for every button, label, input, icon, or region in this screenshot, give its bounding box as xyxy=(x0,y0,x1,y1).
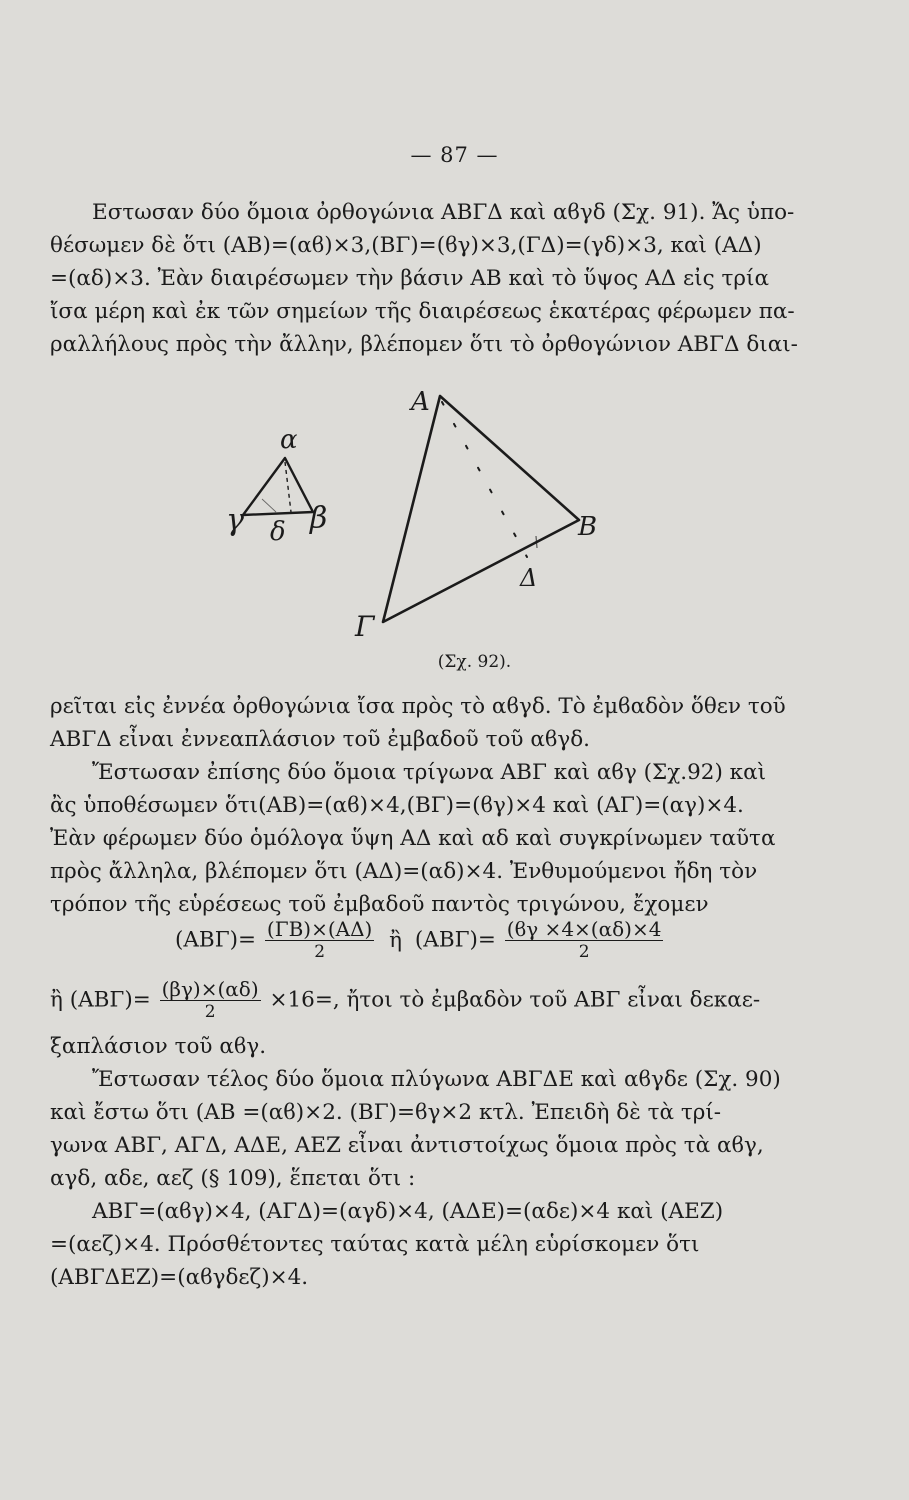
text-line: ΑΒΓ=(αϐγ)×4, (ΑΓΔ)=(αγδ)×4, (ΑΔΕ)=(αδε)×4 καὶ (ΑΕΖ) xyxy=(92,1199,724,1224)
figure-caption: (Σχ. 92). xyxy=(437,652,512,672)
text-line: =(αδ)×3. Ἐὰν διαιρέσωμεν τὴν βάσιν ΑΒ καὶ τὸ ὕψος ΑΔ εἰς τρία xyxy=(50,266,769,291)
text-line: ἴσα μέρη καὶ ἐκ τῶν σημείων τῆς διαιρέσεως ἑκατέρας φέρωμεν πα- xyxy=(50,299,795,324)
small-triangle xyxy=(226,425,327,547)
numerator: (βγ)×(αδ) xyxy=(161,977,259,1001)
formula-lhs: (ΑΒΓ)= xyxy=(175,927,257,953)
label-small-gamma: γ xyxy=(226,503,244,538)
text-line: τρόπον τῆς εὑρέσεως τοῦ ἐμβαδοῦ παντὸς τριγώνου, ἔχομεν xyxy=(50,892,709,917)
denominator: 2 xyxy=(204,1002,216,1022)
text-line: ΑΒΓΔ εἶναι ἐννεαπλάσιον τοῦ ἐμβαδοῦ τοῦ αϐγδ. xyxy=(50,727,590,752)
text-line: γωνα ΑΒΓ, ΑΓΔ, ΑΔΕ, ΑΕΖ εἶναι ἀντιστοίχως ὅμοια πρὸς τὰ αϐγ, xyxy=(50,1133,764,1158)
text-line: Ἔστωσαν τέλος δύο ὅμοια πλύγωνα ΑΒΓΔΕ καὶ αϐγδε (Σχ. 90) xyxy=(92,1067,781,1092)
formula-1 xyxy=(50,918,858,963)
fraction xyxy=(160,978,261,1023)
text-line: πρὸς ἄλληλα, βλέπομεν ὅτι (ΑΔ)=(αδ)×4. Ἐνθυμούμενοι ἤδη τὸν xyxy=(50,859,758,884)
denominator: 2 xyxy=(314,942,326,962)
text-line: αγδ, αδε, αεζ (§ 109), ἕπεται ὅτι : xyxy=(50,1166,416,1191)
formula-2 xyxy=(50,978,858,1023)
label-A: Α xyxy=(411,387,430,417)
text-line: ρεῖται εἰς ἐννέα ὀρθογώνια ἴσα πρὸς τὸ αϐγδ. Τὸ ἐμϐαδὸν ὅθεν τοῦ xyxy=(50,694,786,719)
or-word: ἢ xyxy=(389,927,403,953)
text-line: ξαπλάσιον τοῦ αϐγ. xyxy=(50,1034,267,1059)
text-line: (ΑΒΓΔΕΖ)=(αϐγδεζ)×4. xyxy=(50,1265,309,1290)
large-triangle xyxy=(354,387,597,643)
label-small-delta: δ xyxy=(270,517,286,547)
label-small-beta: β xyxy=(310,501,328,536)
figure-92 xyxy=(0,0,909,700)
formula-tail: ×16=, ἤτοι τὸ ἐμβαδὸν τοῦ ΑΒΓ εἶναι δεκαε- xyxy=(269,987,761,1013)
text-line: ἂς ὑποθέσωμεν ὅτι(ΑΒ)=(αϐ)×4,(ΒΓ)=(ϐγ)×4 καὶ (ΑΓ)=(αγ)×4. xyxy=(50,793,744,818)
text-line: ραλλήλους πρὸς τὴν ἄλλην, βλέπομεν ὅτι τὸ ὀρθογώνιον ΑΒΓΔ διαι- xyxy=(50,332,798,357)
denominator: 2 xyxy=(578,942,590,962)
numerator: (ϐγ ×4×(αδ)×4 xyxy=(506,917,662,941)
paragraph-2 xyxy=(50,690,858,921)
label-small-alpha: α xyxy=(280,425,298,455)
numerator: (ΓΒ)×(ΑΔ) xyxy=(266,917,373,941)
text-line: θέσωμεν δὲ ὅτι (ΑΒ)=(αϐ)×3,(ΒΓ)=(ϐγ)×3,(ΓΔ)=(γδ)×3, καὶ (ΑΔ) xyxy=(50,233,762,258)
paragraph-3 xyxy=(50,1030,858,1294)
formula-mid: (ΑΒΓ)= xyxy=(414,927,496,953)
fraction xyxy=(265,918,374,963)
text-line: Ἐὰν φέρωμεν δύο ὁμόλογα ὕψη ΑΔ καὶ αδ καὶ συγκρίνωμεν ταῦτα xyxy=(50,826,776,851)
text-line: =(αεζ)×4. Πρόσθέτοντες ταύτας κατὰ μέλη εὑρίσκομεν ὅτι xyxy=(50,1232,700,1257)
label-G: Γ xyxy=(355,610,375,643)
text-line: Ἔστωσαν ἐπίσης δύο ὅμοια τρίγωνα ΑΒΓ καὶ αϐγ (Σχ.92) καὶ xyxy=(92,760,767,785)
page-number: — 87 — xyxy=(410,143,499,167)
fraction xyxy=(505,918,664,963)
formula-lhs: ἢ (ΑΒΓ)= xyxy=(50,987,151,1013)
text-line: Εστωσαν δύο ὅμοια ὀρθογώνια ΑΒΓΔ καὶ αϐγδ (Σχ. 91). Ἄς ὑπο- xyxy=(92,200,795,225)
text-line: καὶ ἔστω ὅτι (ΑΒ =(αϐ)×2. (ΒΓ)=ϐγ×2 κτλ. Ἐπειδὴ δὲ τὰ τρί- xyxy=(50,1100,722,1125)
label-B: Β xyxy=(578,512,598,542)
label-D: Δ xyxy=(520,564,538,592)
